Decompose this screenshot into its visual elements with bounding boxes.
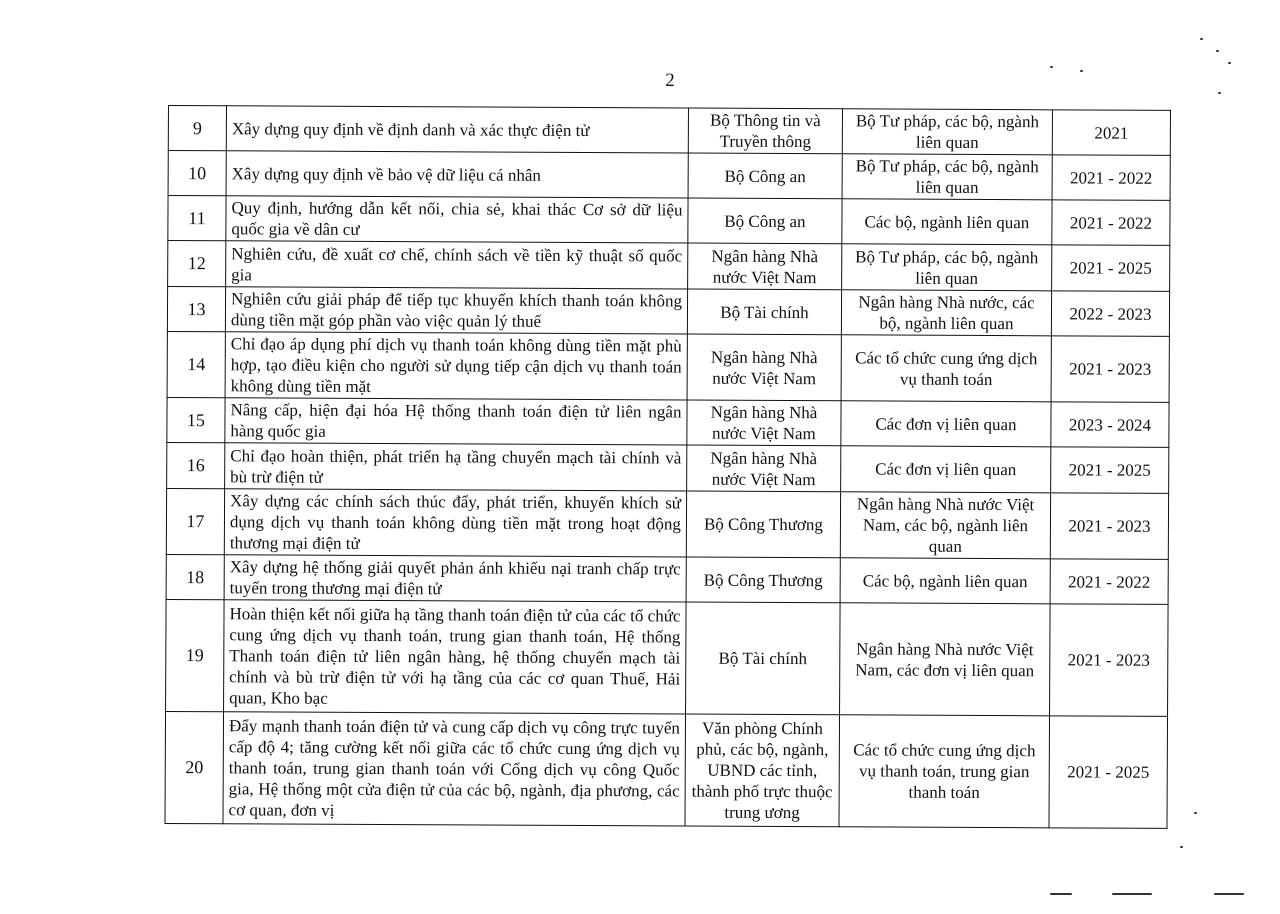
task-cell: Xây dựng các chính sách thúc đẩy, phát triển, khuyến khích sử dụng dịch vụ thanh toán không dùng tiền mặt trong hoạt động thương mại điện tử — [224, 489, 686, 557]
table-row — [168, 151, 1170, 201]
lead-agency-cell: Ngân hàng Nhà nước Việt Nam — [688, 243, 842, 290]
task-cell: Nghiên cứu, đề xuất cơ chế, chính sách về tiền kỹ thuật số quốc gia — [226, 241, 688, 289]
row-number: 17 — [166, 488, 224, 554]
timeframe-cell: 2021 - 2025 — [1049, 716, 1168, 829]
lead-agency-cell: Bộ Tài chính — [686, 602, 841, 715]
timeframe-cell: 2021 - 2022 — [1050, 559, 1168, 605]
task-cell: Chỉ đạo áp dụng phí dịch vụ thanh toán không dùng tiền mặt phù hợp, tạo điều kiện cho người sử dụng tiếp cận dịch vụ thanh toán không dùng tiền mặt — [225, 332, 687, 400]
table-row — [165, 711, 1168, 828]
row-number: 18 — [166, 554, 224, 599]
table-row — [167, 331, 1169, 402]
table-row — [167, 397, 1169, 447]
task-cell: Quy định, hướng dẫn kết nối, chia sẻ, khai thác Cơ sở dữ liệu quốc gia về dân cư — [226, 196, 688, 243]
table-row — [168, 196, 1170, 246]
task-cell: Xây dựng hệ thống giải quyết phản ánh khiếu nại tranh chấp trực tuyến trong thương mại điện tử — [224, 555, 686, 602]
timeframe-cell: 2021 - 2023 — [1051, 336, 1169, 403]
row-number: 16 — [167, 442, 225, 488]
lead-agency-cell: Ngân hàng Nhà nước Việt Nam — [687, 445, 841, 492]
coordinating-agency-cell: Các đơn vị liên quan — [841, 401, 1051, 447]
coordinating-agency-cell: Các tổ chức cung ứng dịch vụ thanh toán, trung gian thanh toán — [839, 715, 1050, 828]
row-number: 14 — [167, 331, 225, 397]
coordinating-agency-cell: Ngân hàng Nhà nước, các bộ, ngành liên quan — [841, 290, 1051, 336]
coordinating-agency-cell: Bộ Tư pháp, các bộ, ngành liên quan — [842, 154, 1052, 200]
task-cell: Đẩy mạnh thanh toán điện tử và cung cấp dịch vụ công trực tuyến cấp độ 4; tăng cường kết nối giữa các tổ chức cung ứng dịch vụ thanh toán, trung gian thanh toán với Cổng dịch vụ công Quốc gia, Hệ thống một cửa điện tử của các bộ, ngành, địa phương, các cơ quan, đơn vị — [223, 712, 686, 826]
timeframe-cell: 2021 - 2023 — [1050, 493, 1168, 560]
row-number: 20 — [165, 711, 224, 823]
row-number: 12 — [168, 241, 226, 287]
coordinating-agency-cell: Các đơn vị liên quan — [841, 446, 1051, 493]
page-number: 2 — [665, 70, 675, 91]
lead-agency-cell: Ngân hàng Nhà nước Việt Nam — [687, 400, 841, 446]
lead-agency-cell: Bộ Tài chính — [687, 289, 841, 335]
row-number: 11 — [168, 196, 226, 241]
task-table — [164, 105, 1171, 829]
timeframe-cell: 2023 - 2024 — [1051, 402, 1169, 448]
timeframe-cell: 2021 - 2022 — [1052, 200, 1170, 246]
task-table-body — [165, 106, 1170, 829]
table-row — [166, 599, 1169, 716]
timeframe-cell: 2021 - 2025 — [1051, 447, 1169, 494]
row-number: 10 — [168, 151, 226, 196]
coordinating-agency-cell: Ngân hàng Nhà nước Việt Nam, các bộ, ngành liên quan — [840, 492, 1050, 559]
task-cell: Xây dựng quy định về bảo vệ dữ liệu cá nhân — [226, 151, 688, 198]
table-row — [168, 106, 1170, 156]
coordinating-agency-cell: Ngân hàng Nhà nước Việt Nam, các đơn vị liên quan — [840, 603, 1051, 716]
lead-agency-cell: Ngân hàng Nhà nước Việt Nam — [687, 334, 841, 401]
table-row — [167, 442, 1169, 493]
lead-agency-cell: Bộ Thông tin và Truyền thông — [688, 108, 842, 154]
lead-agency-cell: Bộ Công an — [688, 153, 842, 199]
row-number: 9 — [168, 106, 226, 151]
table-row — [168, 241, 1170, 292]
table-row — [166, 554, 1168, 604]
row-number: 13 — [167, 287, 225, 332]
row-number: 19 — [166, 599, 225, 711]
timeframe-cell: 2021 — [1052, 110, 1170, 156]
task-cell: Hoàn thiện kết nối giữa hạ tầng thanh toán điện tử của các tổ chức cung ứng dịch vụ thanh toán, trung gian thanh toán, Hệ thống Thanh toán điện tử liên ngân hàng, hệ thống chuyển mạch tài chính và bù trừ điện tử với hạ tầng của các cơ quan Thuế, Hải quan, Kho bạc — [224, 600, 687, 714]
timeframe-cell: 2021 - 2025 — [1052, 245, 1170, 292]
coordinating-agency-cell: Các tổ chức cung ứng dịch vụ thanh toán — [841, 335, 1051, 402]
timeframe-cell: 2021 - 2022 — [1052, 155, 1170, 201]
task-cell: Nghiên cứu giải pháp để tiếp tục khuyến khích thanh toán không dùng tiền mặt góp phần vào việc quản lý thuế — [225, 287, 687, 334]
lead-agency-cell: Văn phòng Chính phủ, các bộ, ngành, UBND các tỉnh, thành phố trực thuộc trung ương — [685, 714, 840, 827]
lead-agency-cell: Bộ Công an — [688, 198, 842, 244]
lead-agency-cell: Bộ Công Thương — [686, 491, 840, 558]
task-cell: Xây dựng quy định về định danh và xác thực điện tử — [226, 106, 688, 153]
timeframe-cell: 2022 - 2023 — [1051, 291, 1169, 337]
lead-agency-cell: Bộ Công Thương — [686, 557, 840, 603]
row-number: 15 — [167, 397, 225, 442]
coordinating-agency-cell: Bộ Tư pháp, các bộ, ngành liên quan — [842, 244, 1052, 291]
table-row — [166, 488, 1168, 559]
task-cell: Nâng cấp, hiện đại hóa Hệ thống thanh toán điện tử liên ngân hàng quốc gia — [225, 398, 687, 445]
coordinating-agency-cell: Các bộ, ngành liên quan — [840, 558, 1050, 604]
table-row — [167, 287, 1169, 337]
task-cell: Chỉ đạo hoàn thiện, phát triển hạ tầng chuyển mạch tài chính và bù trừ điện tử — [225, 443, 687, 491]
coordinating-agency-cell: Các bộ, ngành liên quan — [842, 199, 1052, 245]
timeframe-cell: 2021 - 2023 — [1050, 604, 1169, 717]
coordinating-agency-cell: Bộ Tư pháp, các bộ, ngành liên quan — [842, 109, 1052, 155]
